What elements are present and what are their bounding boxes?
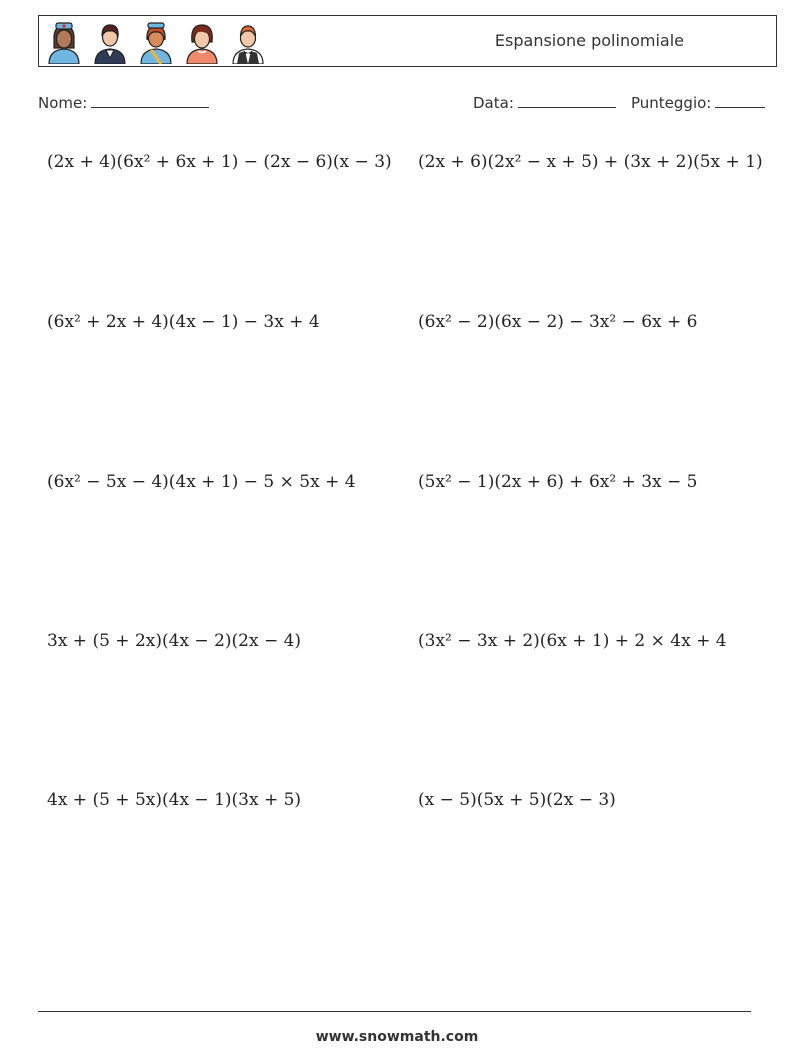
nurse-avatar-icon [45, 20, 83, 64]
score-blank[interactable] [715, 95, 765, 108]
worksheet-header [38, 15, 777, 67]
problem-4: (6x² − 2)(6x − 2) − 3x² − 6x + 6 [418, 312, 698, 332]
footer-divider [38, 1011, 751, 1012]
problem-5: (6x² − 5x − 4)(4x + 1) − 5 × 5x + 4 [47, 472, 356, 492]
problem-8: (3x² − 3x + 2)(6x + 1) + 2 × 4x + 4 [418, 631, 727, 651]
problem-10: (x − 5)(5x + 5)(2x − 3) [418, 790, 616, 810]
name-field[interactable] [38, 94, 209, 112]
avatar-strip [45, 20, 267, 64]
problem-1: (2x + 4)(6x² + 6x + 1) − (2x − 6)(x − 3) [47, 152, 392, 172]
footer-website[interactable]: www.snowmath.com [315, 1029, 479, 1045]
worksheet-title: Espansione polinomiale [494, 31, 684, 50]
date-blank[interactable] [518, 95, 616, 108]
date-label: Data: [473, 94, 514, 112]
problem-9: 4x + (5 + 5x)(4x − 1)(3x + 5) [47, 790, 302, 810]
woman-avatar-icon [183, 20, 221, 64]
waiter-avatar-icon [229, 20, 267, 64]
name-label: Nome: [38, 94, 88, 112]
date-field[interactable] [473, 94, 616, 112]
problem-7: 3x + (5 + 2x)(4x − 2)(2x − 4) [47, 631, 302, 651]
problem-3: (6x² + 2x + 4)(4x − 1) − 3x + 4 [47, 312, 320, 332]
problem-2: (2x + 6)(2x² − x + 5) + (3x + 2)(5x + 1) [418, 152, 763, 172]
problem-6: (5x² − 1)(2x + 6) + 6x² + 3x − 5 [418, 472, 698, 492]
score-field[interactable] [631, 94, 765, 112]
businesswoman-avatar-icon [91, 20, 129, 64]
score-label: Punteggio: [631, 94, 712, 112]
name-blank[interactable] [91, 95, 209, 108]
worker-avatar-icon [137, 20, 175, 64]
